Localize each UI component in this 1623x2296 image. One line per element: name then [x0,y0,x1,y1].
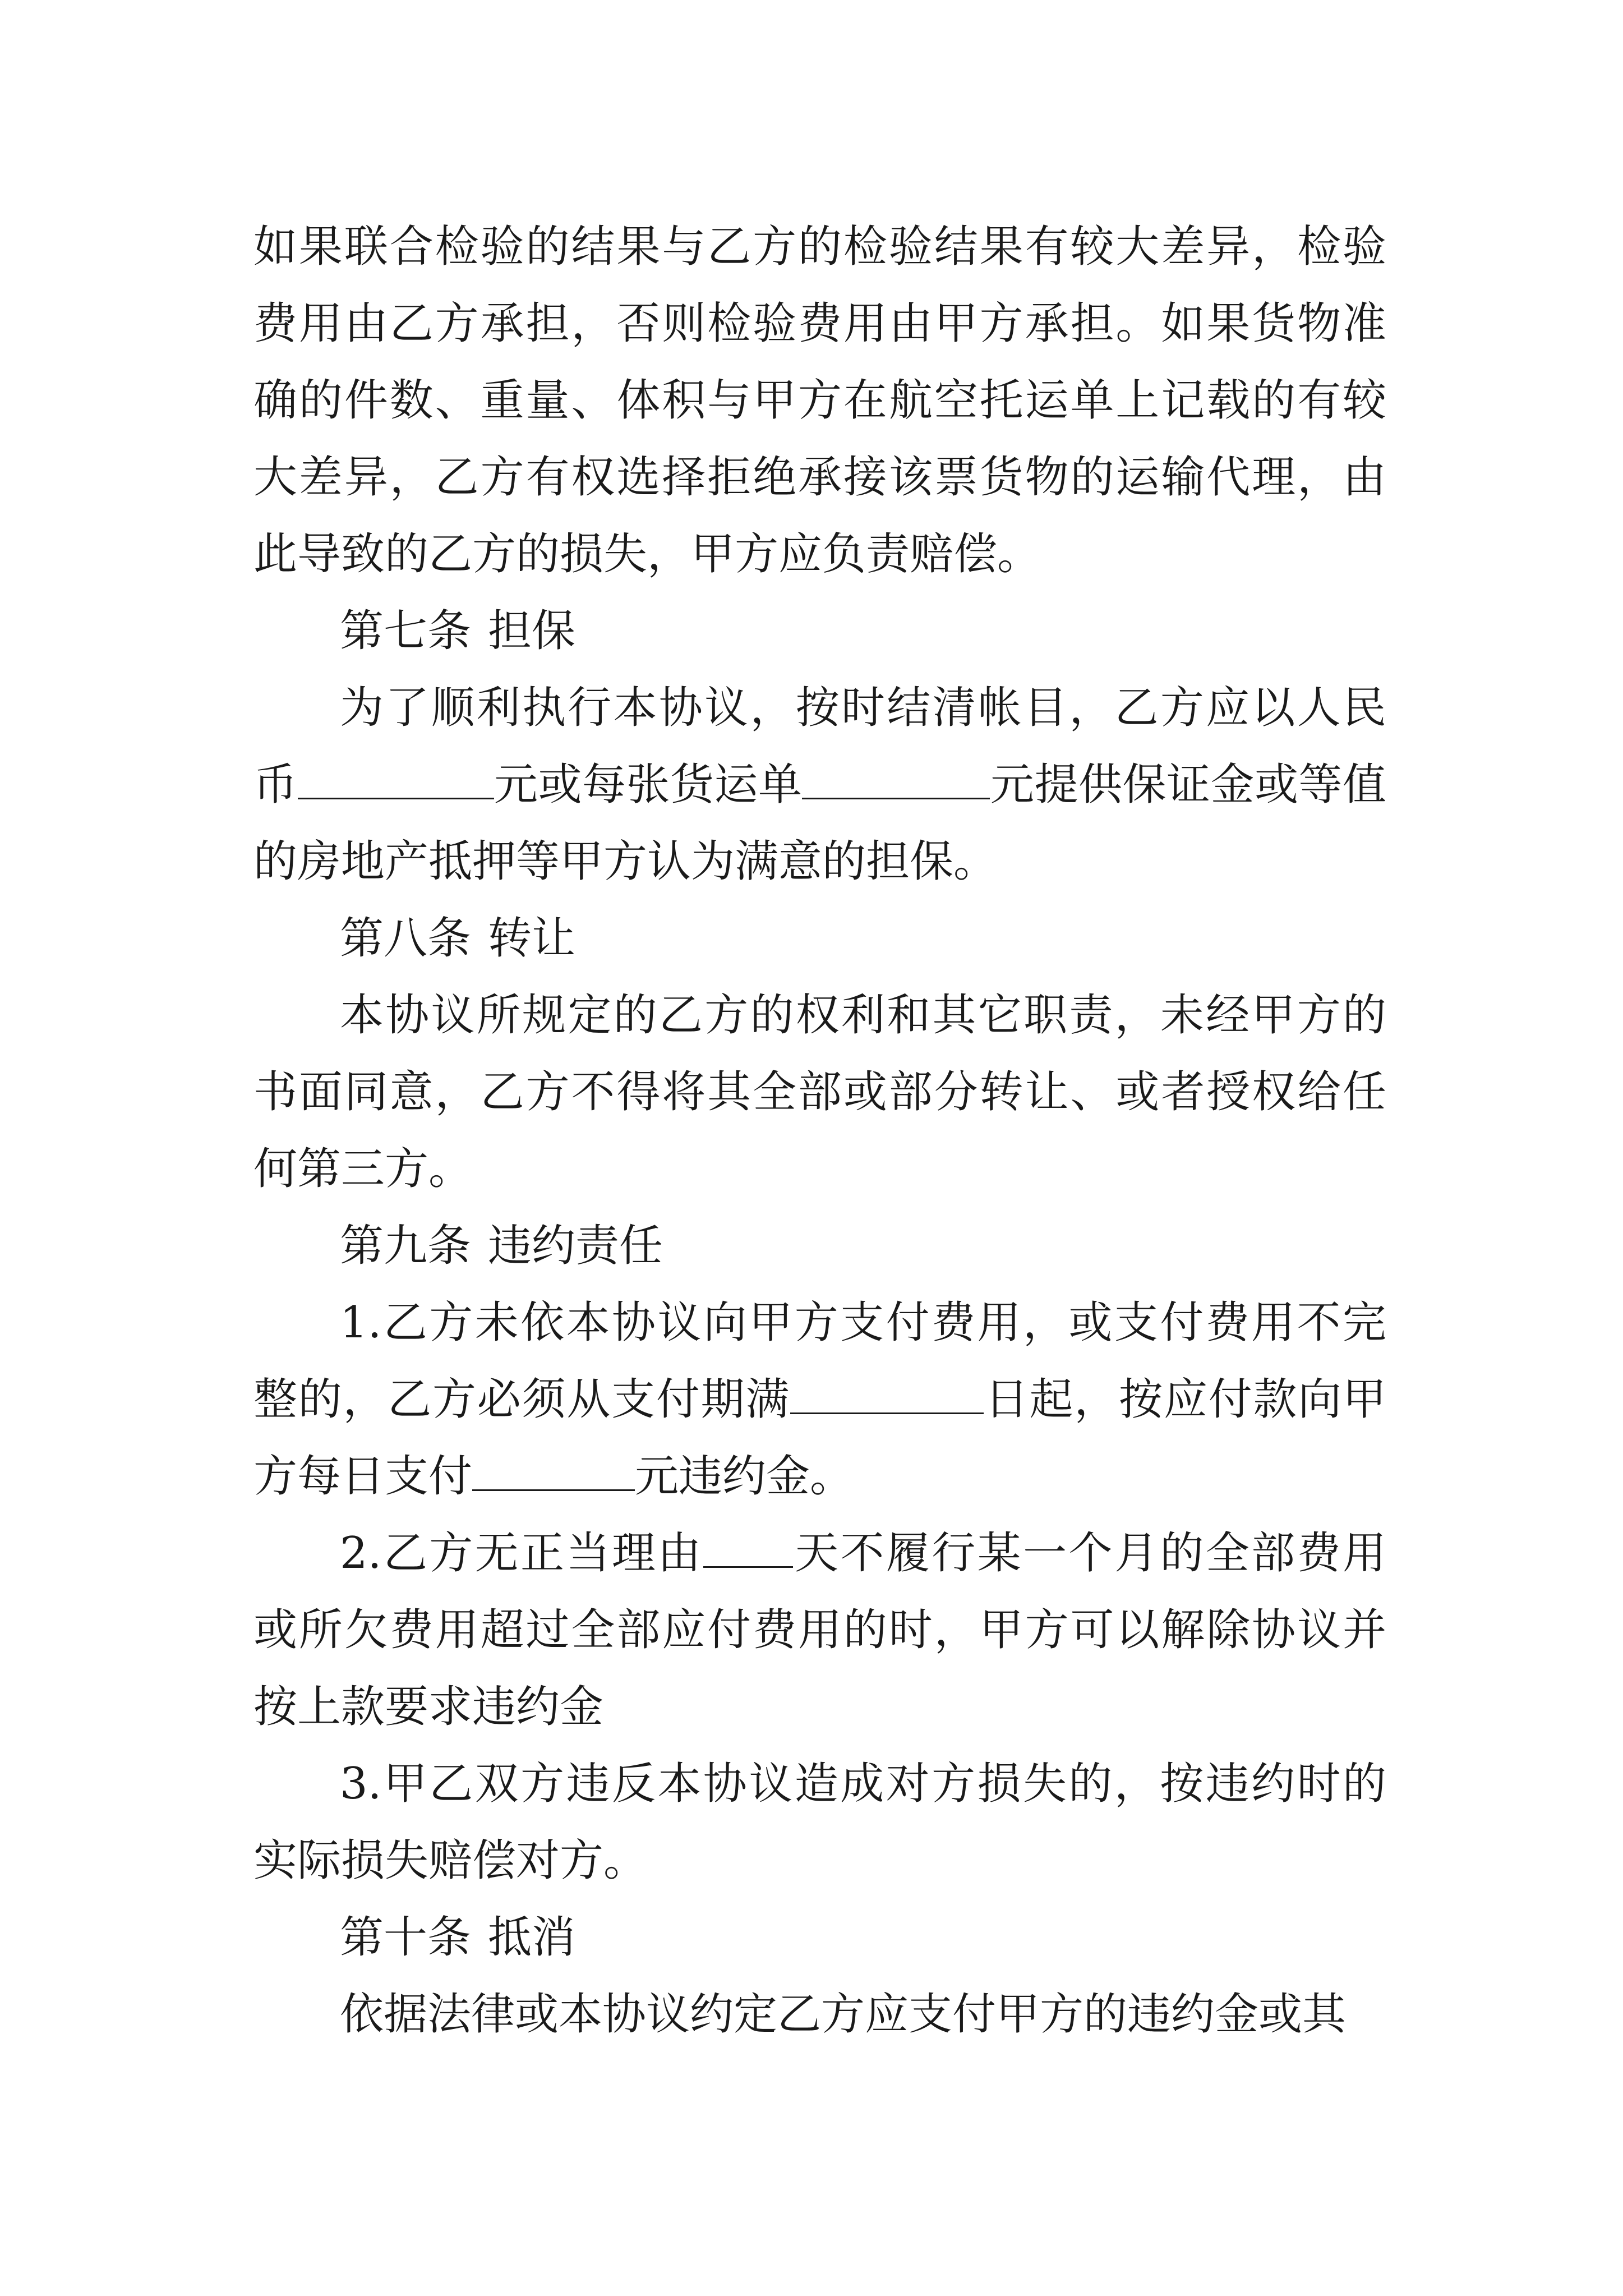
article-10-paragraph: 依据法律或本协议约定乙方应支付甲方的违约金或其 [340,1989,1347,2040]
article-10-heading [253,1899,1386,1976]
article-title: 违约责任 [488,1221,663,1271]
article-number: 第七条 [340,606,472,656]
article-title: 抵消 [488,1912,576,1963]
article-title: 担保 [488,606,576,656]
article-number: 第八条 [340,913,472,964]
fill-blank[interactable] [472,1450,635,1491]
article-9-heading [253,1208,1386,1285]
document-page [253,209,1386,2053]
paragraph-inspection-cost: 如果联合检验的结果与乙方的检验结果有较大差异，检验费用由乙方承担，否则检验费用由甲方承担。如果货物准确的件数、重量、体积与甲方在航空托运单上记载的有较大差异，乙方有权选择拒绝承接该票货物的运输代理，由此导致的乙方的损失，甲方应负责赔偿。 [253,222,1386,579]
fill-blank[interactable] [790,1373,984,1414]
article-8-paragraph: 本协议所规定的乙方的权利和其它职责，未经甲方的书面同意，乙方不得将其全部或部分转让、或者授权给任何第三方。 [253,990,1386,1194]
article-9-item-3: 3.甲乙双方违反本协议造成对方损失的，按违约时的实际损失赔偿对方。 [253,1759,1386,1886]
article-7-heading [253,593,1386,670]
article-9-item-2: 2.乙方无正当理由 天不履行某一个月的全部费用或所欠费用超过全部应付费用的时，甲方可以解除协议并按上款要求违约金 [253,1528,1386,1732]
fill-blank[interactable] [298,758,494,799]
article-number: 第十条 [340,1912,472,1963]
article-8-heading [253,900,1386,977]
article-title: 转让 [488,913,576,964]
fill-blank[interactable] [703,1527,793,1568]
fill-blank[interactable] [802,758,990,799]
article-number: 第九条 [340,1221,472,1271]
article-7-paragraph: 为了顺利执行本协议，按时结清帐目，乙方应以人民币 元或每张货运单 元提供保证金或等值的房地产抵押等甲方认为满意的担保。 [253,683,1386,887]
article-9-item-1: 1.乙方未依本协议向甲方支付费用，或支付费用不完整的，乙方必须从支付期满 日起，按应付款向甲方每日支付 元违约金。 [253,1297,1386,1502]
